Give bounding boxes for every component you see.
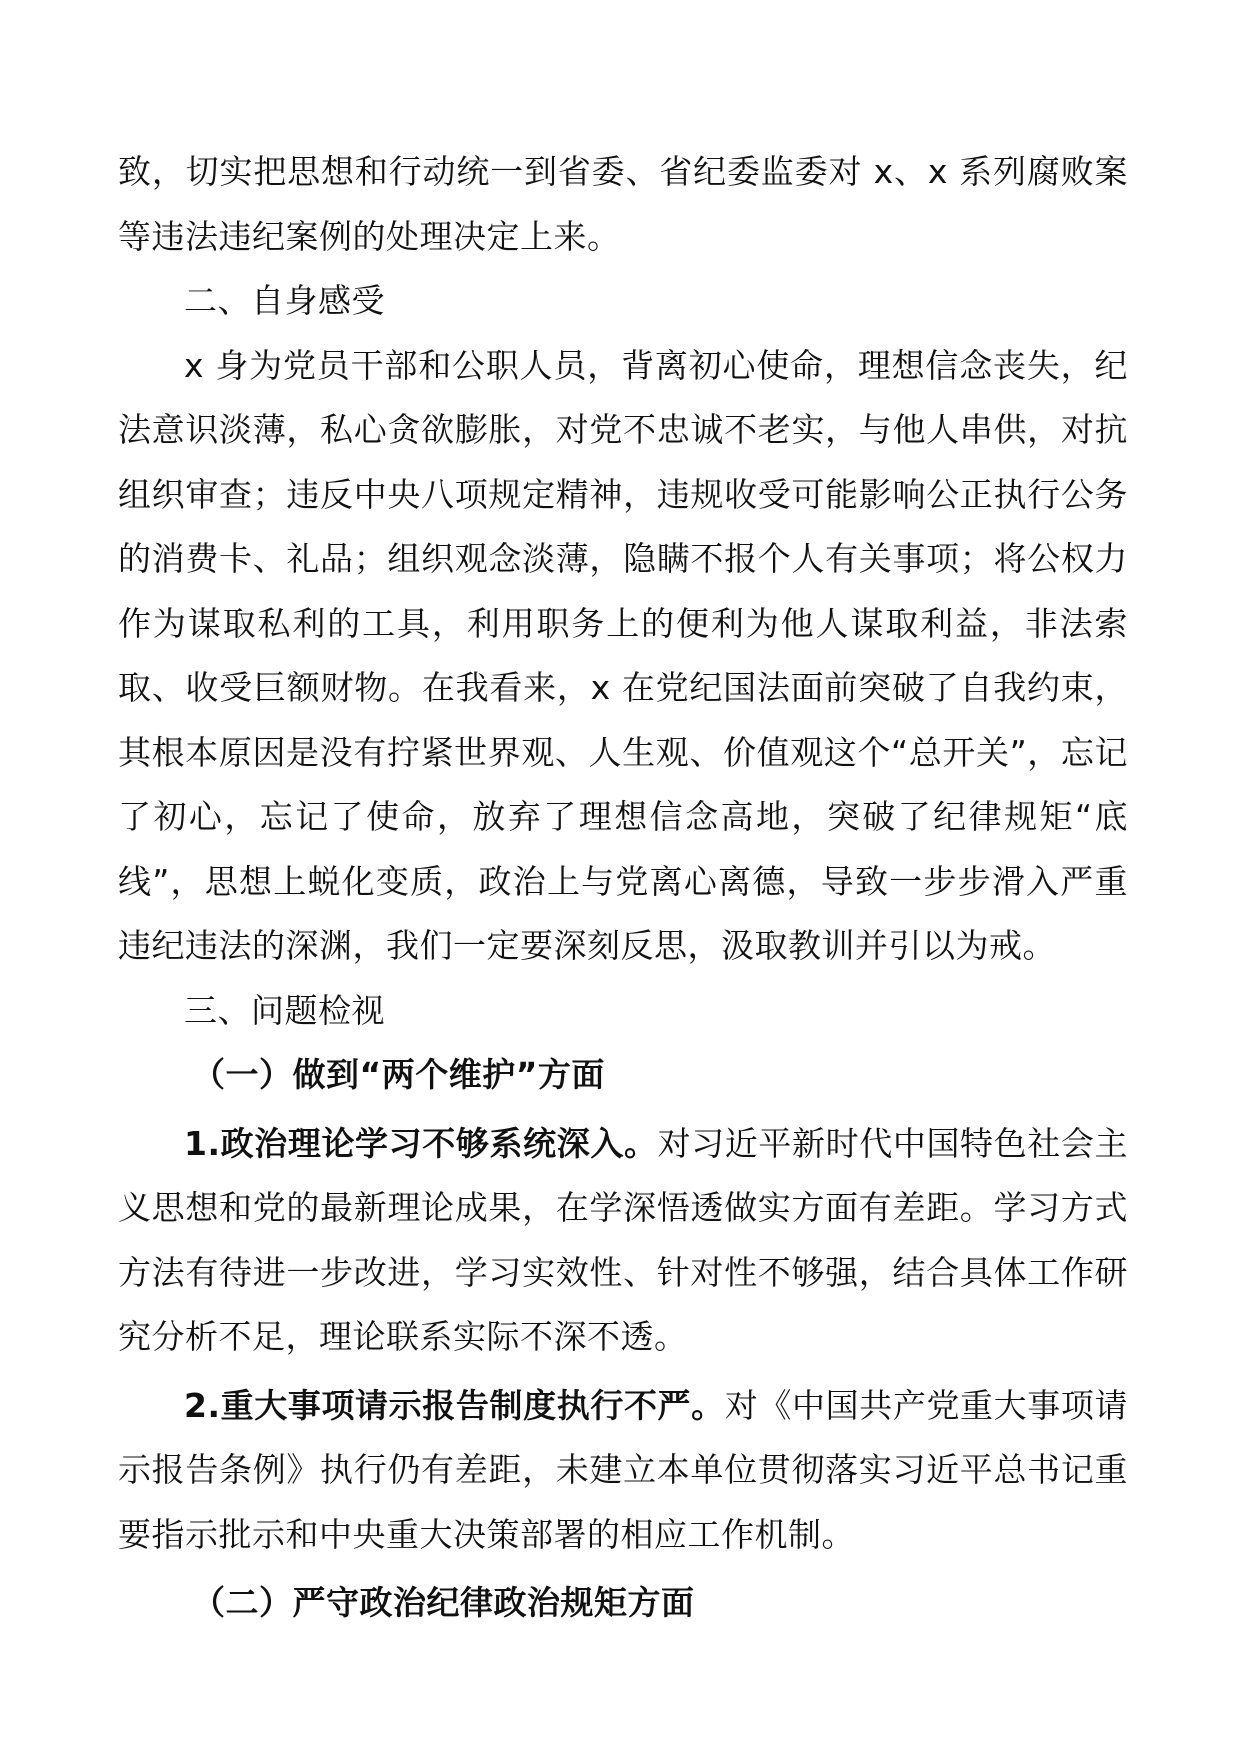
document-body: [118, 140, 1128, 1636]
item-1-paragraph: [118, 1112, 1128, 1370]
item-2-text: 对《中国共产党重大事项请示报告条例》执行仍有差距，未建立本单位贯彻落实习近平总书记重要指示批示和中央重大决策部署的相应工作机制。: [118, 1385, 1129, 1554]
item-2-lead: 2.重大事项请示报告制度执行不严。: [184, 1385, 725, 1425]
paragraph-feeling: x 身为党员干部和公职人员，背离初心使命，理想信念丧失，纪法意识淡薄，私心贪欲膨胀，对党不忠诚不老实，与他人串供，对抗组织审查；违反中央八项规定精神，违规收受可能影响公正执行公务的消费卡、礼品；组织观念淡薄，隐瞒不报个人有关事项；将公权力作为谋取私利的工具，利用职务上的便利为他人谋取利益，非法索取、收受巨额财物。在我看来，x 在党纪国法面前突破了自我约束，其根本原因是没有拧紧世界观、人生观、价值观这个“总开关”，忘记了初心，忘记了使命，放弃了理想信念高地，突破了纪律规矩“底线”，思想上蜕化变质，政治上与党离心离德，导致一步步滑入严重违纪违法的深渊，我们一定要深刻反思，汲取教训并引以为戒。: [118, 345, 1128, 965]
subsection-heading-discipline: （二）严守政治纪律政治规矩方面: [192, 1583, 695, 1622]
paragraph-continuation: 致，切实把思想和行动统一到省委、省纪委监委对 x、x 系列腐败案等违法违纪案例的处理决定上来。: [118, 152, 1128, 256]
section-heading-feeling: 二、自身感受: [184, 281, 385, 320]
section-heading-problems: 三、问题检视: [184, 990, 385, 1030]
item-1-text: 对习近平新时代中国特色社会主义思想和党的最新理论成果，在学深悟透做实方面有差距。学习方式方法有待进一步改进，学习实效性、针对性不够强，结合具体工作研究分析不足，理论联系实际不深不透。: [118, 1123, 1129, 1356]
subsection-heading-two-safeguards: （一）做到“两个维护”方面: [192, 1055, 605, 1094]
item-1-lead: 1.政治理论学习不够系统深入。: [184, 1123, 658, 1163]
item-2-paragraph: [118, 1374, 1128, 1568]
